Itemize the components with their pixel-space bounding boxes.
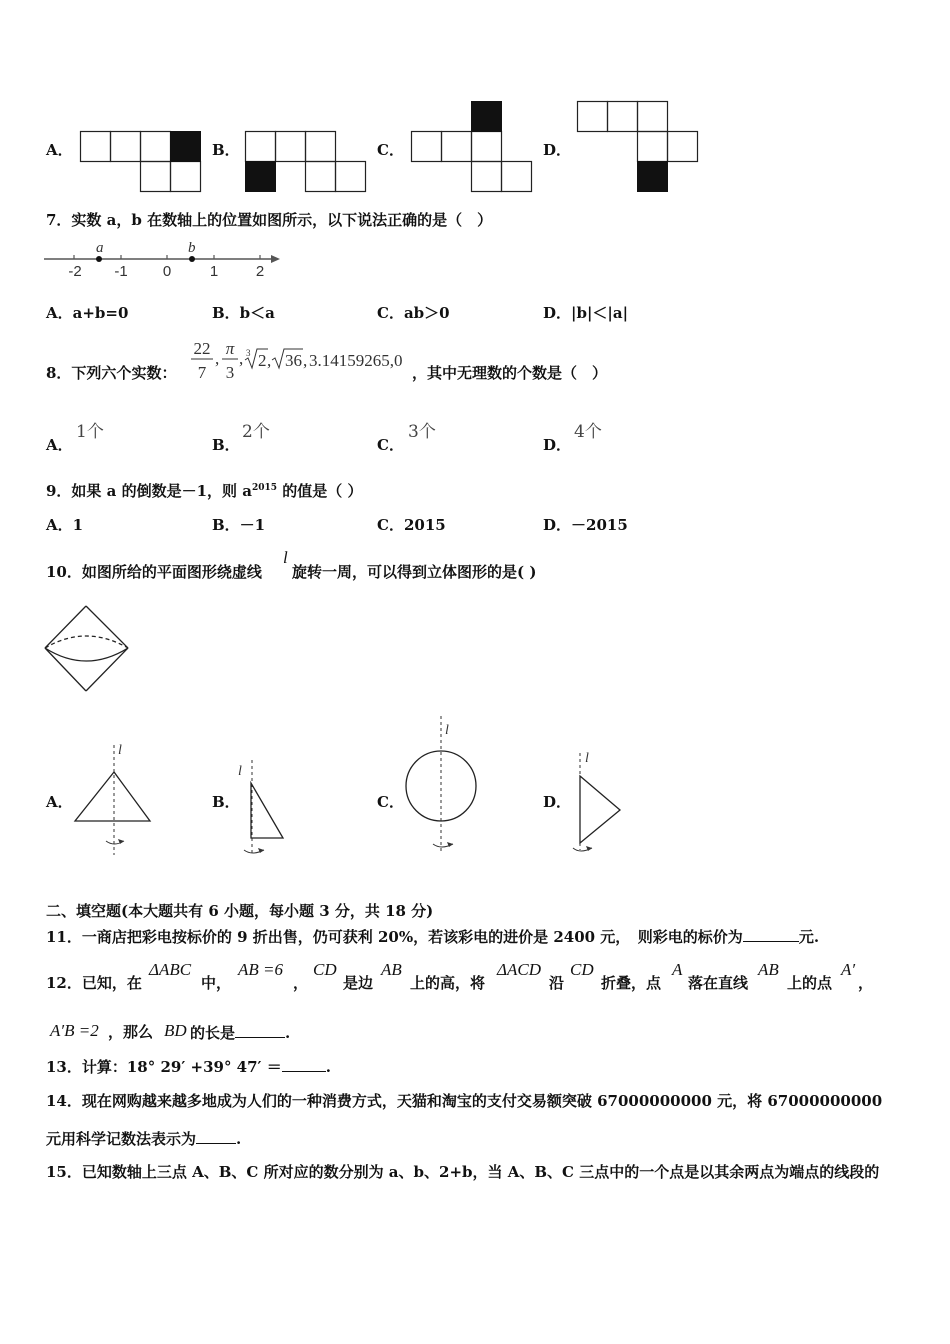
q12-triangle-abc: ΔABC bbox=[149, 960, 192, 979]
q7-tick-label: 1 bbox=[209, 263, 219, 280]
q11 bbox=[46, 929, 819, 945]
q7-stem: 7．实数 a，b 在数轴上的位置如图所示，以下说法正确的是（ ） bbox=[46, 211, 493, 229]
q10-shape-a-triangle bbox=[72, 740, 156, 860]
q12-line2-mid: ，那么 bbox=[108, 1023, 154, 1041]
q12-cd: CD bbox=[313, 960, 337, 979]
q12-line2-end-text: 的长是 bbox=[190, 1024, 236, 1042]
q7-tick-label: 2 bbox=[255, 263, 265, 280]
q9-option-b: B．－1 bbox=[212, 516, 266, 534]
q11-answer-blank[interactable] bbox=[743, 929, 799, 942]
q14-line2-text: 元用科学记数法表示为 bbox=[46, 1130, 197, 1148]
q12-a-prime-b-equals-2: A′B =2 bbox=[50, 1021, 99, 1040]
q10-b-axis-label: l bbox=[238, 764, 242, 779]
q10-d-axis-label: l bbox=[585, 751, 589, 766]
q12-period: . bbox=[285, 1024, 291, 1042]
q9-option-d: D．－2015 bbox=[543, 516, 628, 534]
q12-shangdian: 上的点 bbox=[787, 974, 833, 992]
q8-option-b-letter: B． bbox=[212, 436, 240, 454]
q8-suffix: ，其中无理数的个数是（ ） bbox=[412, 364, 608, 382]
q10-a-axis-label: l bbox=[118, 743, 122, 758]
q10-shape-c-circle bbox=[403, 714, 481, 860]
q8-option-d-letter: D． bbox=[543, 436, 572, 454]
q12-ab: AB bbox=[381, 960, 402, 979]
q7-tick-label: -1 bbox=[114, 263, 128, 280]
q12-yan: 沿 bbox=[549, 974, 565, 992]
q7-point-b bbox=[189, 256, 195, 262]
q9-stem-before: 9．如果 a 的倒数是－1，则 a bbox=[46, 482, 252, 500]
q9-exponent: 2015 bbox=[251, 483, 278, 493]
q12-triangle-acd: ΔACD bbox=[497, 960, 541, 979]
q10-shape-d-triangle bbox=[568, 748, 628, 858]
q8-option-a-letter: A． bbox=[46, 436, 73, 454]
q8-sqrt-radicand: 36 bbox=[285, 351, 302, 370]
q8-frac2-numerator: π bbox=[225, 339, 235, 358]
q8-frac2-denominator: 3 bbox=[225, 363, 235, 382]
q10-stem-after: 旋转一周，可以得到立体图形的是( ) bbox=[292, 563, 537, 581]
q10-shape-b-right-triangle bbox=[236, 755, 296, 863]
svg-text:,: , bbox=[215, 349, 220, 368]
q6-net-c bbox=[411, 101, 535, 193]
q7-option-b: B．b＜a bbox=[212, 304, 275, 322]
q12-line2-end bbox=[190, 1025, 290, 1041]
q10-option-b-label: B． bbox=[212, 793, 240, 811]
q8-tail-numbers: 3.14159265,0 bbox=[309, 351, 403, 370]
q6-option-b-label: B． bbox=[212, 141, 240, 159]
q7-option-d: D．|b|＜|a| bbox=[543, 304, 629, 322]
q11-end: 元. bbox=[798, 928, 820, 946]
q10-solid-double-cone bbox=[44, 605, 132, 693]
q9-stem bbox=[46, 484, 363, 499]
q8-option-a-value: 1个 bbox=[76, 422, 104, 442]
q9-stem-after: 的值是（ ） bbox=[277, 482, 363, 500]
q13 bbox=[46, 1059, 331, 1075]
q12-shibian: 是边 bbox=[343, 974, 374, 992]
q8-prefix: 8．下列六个实数： bbox=[46, 364, 177, 382]
q8-cbrt-radicand: 2 bbox=[258, 351, 267, 370]
q10-option-a-label: A． bbox=[46, 793, 73, 811]
section2-heading: 二、填空题(本大题共有 6 小题，每小题 3 分，共 18 分) bbox=[46, 902, 434, 920]
q6-option-d-label: D． bbox=[543, 141, 572, 159]
q9-option-c: C．2015 bbox=[377, 516, 446, 534]
q7-label-b: b bbox=[188, 240, 196, 256]
q12-ab-equals-6: AB =6 bbox=[238, 960, 283, 979]
q12-a-prime: A′ bbox=[841, 960, 856, 979]
svg-text:,: , bbox=[239, 349, 244, 368]
q6-net-b bbox=[245, 131, 369, 193]
q12-a: A bbox=[672, 960, 683, 979]
q8-frac1-denominator: 7 bbox=[197, 363, 207, 382]
q8-option-c-letter: C． bbox=[377, 436, 404, 454]
q10-c-axis-label: l bbox=[445, 723, 449, 738]
q7-option-c: C．ab＞0 bbox=[377, 304, 450, 322]
q14-period: . bbox=[236, 1130, 242, 1148]
q6-net-d bbox=[577, 101, 701, 193]
q12-gao: 上的高，将 bbox=[410, 974, 486, 992]
q12-luozai: 落在直线 bbox=[688, 974, 749, 992]
q8-real-numbers-formula bbox=[188, 338, 420, 386]
q12-answer-blank[interactable] bbox=[235, 1025, 285, 1038]
q7-label-a: a bbox=[96, 240, 104, 256]
q12-zhedie: 折叠，点 bbox=[601, 974, 662, 992]
q11-text: 11．一商店把彩电按标价的 9 折出售，仍可获利 20%，若该彩电的进价是 2400 元， 则彩电的标价为 bbox=[46, 928, 743, 946]
q13-answer-blank[interactable] bbox=[282, 1059, 326, 1072]
q12-zhong: 中， bbox=[201, 974, 232, 992]
q15-text: 15．已知数轴上三点 A、B、C 所对应的数分别为 a、b、2+b，当 A、B、C 三点中的一个点是以其余两点为端点的线段的 bbox=[46, 1163, 880, 1181]
q12-comma2: ， bbox=[858, 974, 874, 992]
q14-line1: 14．现在网购越来越多地成为人们的一种消费方式，天猫和淘宝的支付交易额突破 67000000000 元，将 67000000000 bbox=[46, 1092, 883, 1110]
q8-frac1-numerator: 22 bbox=[193, 339, 211, 358]
q13-period: . bbox=[325, 1058, 331, 1076]
q12-comma: ， bbox=[293, 974, 309, 992]
q12-num: 12．已知，在 bbox=[46, 974, 142, 992]
q7-tick-label: -2 bbox=[68, 263, 82, 280]
q12-bd: BD bbox=[164, 1021, 187, 1040]
q14-answer-blank[interactable] bbox=[196, 1131, 236, 1144]
q10-stem-before: 10．如图所给的平面图形绕虚线 bbox=[46, 563, 262, 581]
svg-text:,: , bbox=[267, 351, 272, 370]
q7-tick-label: 0 bbox=[162, 263, 172, 280]
q8-option-d-value: 4个 bbox=[574, 422, 602, 442]
q14-line2 bbox=[46, 1131, 241, 1147]
q7-number-line bbox=[44, 238, 284, 280]
q10-axis-letter: l bbox=[283, 548, 288, 567]
q6-net-a bbox=[80, 131, 204, 193]
q10-option-c-label: C． bbox=[377, 793, 404, 811]
q8-option-c-value: 3个 bbox=[408, 422, 436, 442]
q12-ab2: AB bbox=[758, 960, 779, 979]
q6-option-a-label: A． bbox=[46, 141, 73, 159]
q9-option-a: A．1 bbox=[46, 516, 84, 534]
q10-option-d-label: D． bbox=[543, 793, 572, 811]
q7-option-a: A．a+b=0 bbox=[46, 304, 129, 322]
q12-cd2: CD bbox=[570, 960, 594, 979]
q7-point-a bbox=[96, 256, 102, 262]
svg-text:,: , bbox=[303, 351, 308, 370]
q8-cbrt-index: 3 bbox=[246, 348, 251, 358]
q8-option-b-value: 2个 bbox=[242, 422, 270, 442]
q6-option-c-label: C． bbox=[377, 141, 404, 159]
q13-text: 13．计算：18° 29′ +39° 47′ ＝ bbox=[46, 1058, 282, 1076]
